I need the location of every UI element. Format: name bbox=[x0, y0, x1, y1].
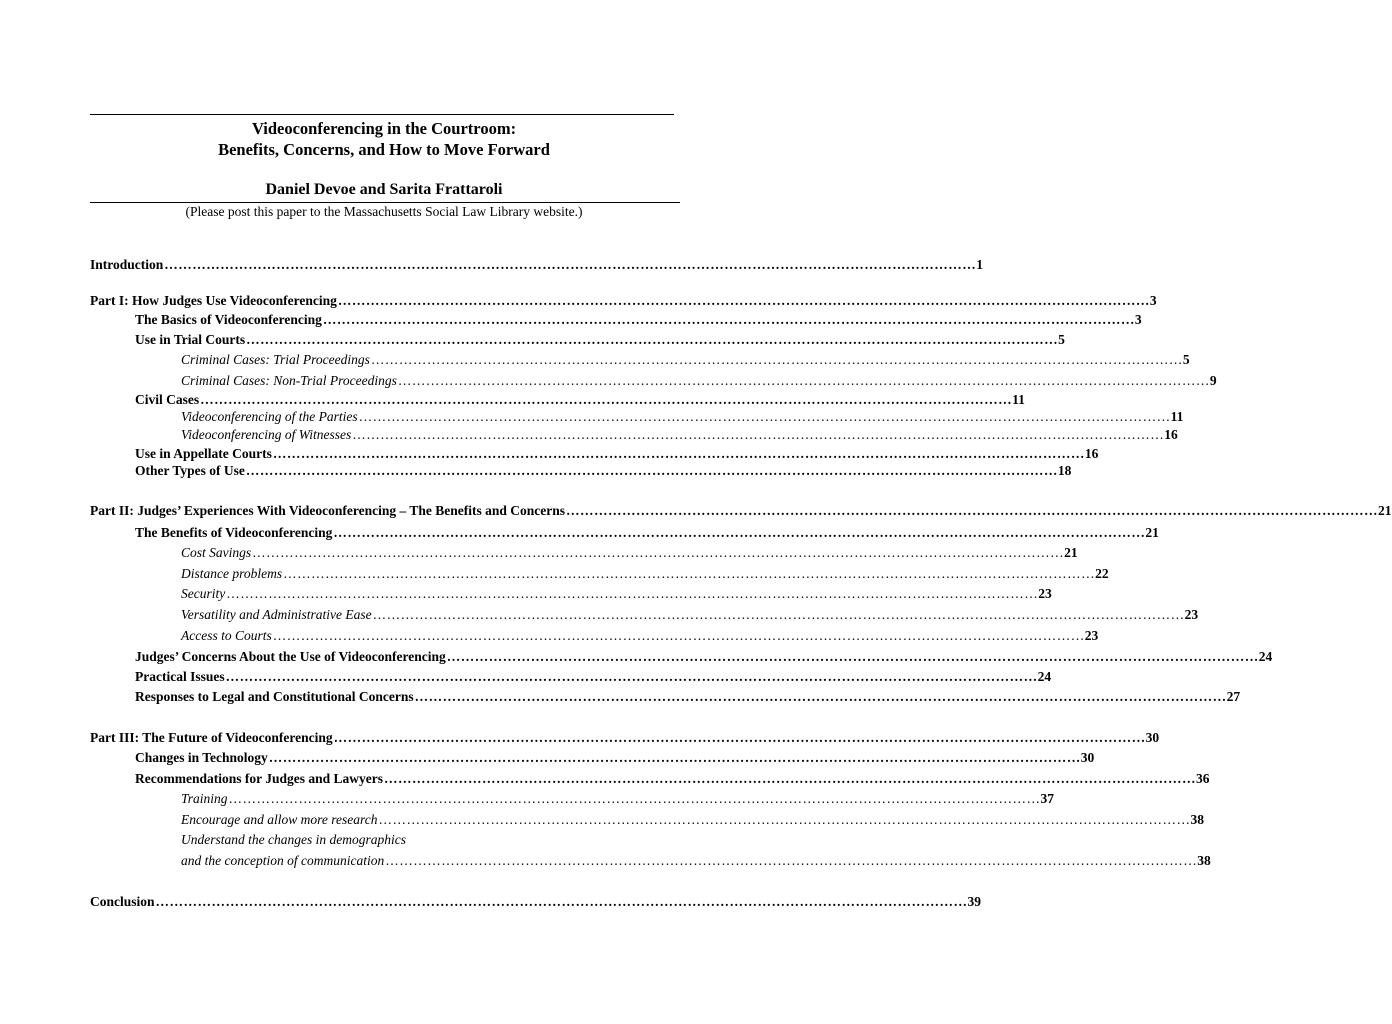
toc-page-number: 38 bbox=[1197, 853, 1211, 868]
toc-dot-leader: ………………………………………………………………………………………………………………………………………………………… bbox=[272, 446, 1085, 461]
toc-page-number: 11 bbox=[1012, 392, 1025, 407]
toc-entry bbox=[135, 648, 1273, 666]
toc-dot-leader: ………………………………………………………………………………………………………………………………………………………… bbox=[322, 312, 1135, 327]
toc-dot-leader: ………………………………………………………………………………………………………………………………………………………… bbox=[225, 669, 1038, 684]
toc-entry-label: Distance problems bbox=[181, 566, 283, 581]
toc-dot-leader: ………………………………………………………………………………………………………………………………………………………… bbox=[155, 894, 968, 909]
toc-page-number: 23 bbox=[1084, 628, 1099, 643]
toc-dot-leader: ………………………………………………………………………………………………………………………………………………………… bbox=[397, 373, 1210, 388]
toc-entry bbox=[135, 445, 1099, 463]
toc-page-number: 30 bbox=[1145, 730, 1160, 745]
toc-entry bbox=[135, 391, 1025, 409]
toc-entry bbox=[135, 749, 1095, 767]
toc-entry-label: The Basics of Videoconferencing bbox=[135, 312, 322, 327]
toc-entry bbox=[135, 311, 1142, 329]
toc-entry bbox=[181, 426, 1178, 444]
toc-entry bbox=[90, 256, 984, 274]
toc-dot-leader: ………………………………………………………………………………………………………………………………………………………… bbox=[200, 392, 1013, 407]
toc-entry bbox=[135, 770, 1210, 788]
toc-entry bbox=[181, 811, 1204, 829]
toc-entry-label: Part III: The Future of Videoconferencing bbox=[90, 730, 333, 745]
toc-entry-label: Encourage and allow more research bbox=[181, 812, 378, 827]
toc-dot-leader: ………………………………………………………………………………………………………………………………………………………… bbox=[337, 293, 1150, 308]
toc-dot-leader: ………………………………………………………………………………………………………………………………………………………… bbox=[372, 607, 1185, 622]
toc-dot-leader: ………………………………………………………………………………………………………………………………………………………… bbox=[283, 566, 1096, 581]
toc-page-number: 9 bbox=[1209, 373, 1217, 388]
toc-entry-label: Versatility and Administrative Ease bbox=[181, 607, 372, 622]
toc-entry-label: Judges’ Concerns About the Use of Videoconferencing bbox=[135, 649, 446, 664]
toc-entry-label: Other Types of Use bbox=[135, 463, 245, 478]
toc-page-number: 36 bbox=[1196, 771, 1210, 786]
toc-dot-leader: ………………………………………………………………………………………………………………………………………………………… bbox=[352, 427, 1165, 442]
toc-dot-leader: ………………………………………………………………………………………………………………………………………………………… bbox=[333, 730, 1146, 745]
toc-entry-label: Responses to Legal and Constitutional Concerns bbox=[135, 689, 414, 704]
toc-dot-leader: ………………………………………………………………………………………………………………………………………………………… bbox=[245, 463, 1058, 478]
toc-page-number: 23 bbox=[1184, 607, 1199, 622]
toc-entry bbox=[181, 351, 1190, 369]
toc-dot-leader: ………………………………………………………………………………………………………………………………………………………… bbox=[378, 812, 1191, 827]
toc-entry bbox=[90, 292, 1157, 310]
toc-entry-label: Videoconferencing of the Parties bbox=[181, 409, 358, 424]
toc-dot-leader: ………………………………………………………………………………………………………………………………………………………… bbox=[333, 525, 1146, 540]
posting-note: (Please post this paper to the Massachusetts Social Law Library website.) bbox=[185, 204, 583, 219]
toc-entry bbox=[181, 852, 1211, 870]
toc-dot-leader: ………………………………………………………………………………………………………………………………………………………… bbox=[358, 409, 1171, 424]
toc-page-number: 23 bbox=[1038, 586, 1052, 601]
toc-entry bbox=[135, 462, 1072, 480]
toc-entry-label: Civil Cases bbox=[135, 392, 200, 407]
toc-entry-label: Conclusion bbox=[90, 894, 155, 909]
toc-entry-label: Videoconferencing of Witnesses bbox=[181, 427, 352, 442]
toc-entry bbox=[181, 790, 1055, 808]
toc-dot-leader: ………………………………………………………………………………………………………………………………………………………… bbox=[268, 750, 1081, 765]
toc-dot-leader: ………………………………………………………………………………………………………………………………………………………… bbox=[384, 771, 1197, 786]
toc-dot-leader: ………………………………………………………………………………………………………………………………………………………… bbox=[446, 649, 1259, 664]
toc-page-number: 1 bbox=[976, 257, 984, 272]
toc-entry bbox=[181, 585, 1052, 603]
toc-entry bbox=[181, 565, 1109, 583]
toc-entry-label: Cost Savings bbox=[181, 545, 252, 560]
toc-entry-label: Use in Trial Courts bbox=[135, 332, 246, 347]
toc-dot-leader: ………………………………………………………………………………………………………………………………………………………… bbox=[414, 689, 1227, 704]
toc-entry-label: Understand the changes in demographics bbox=[181, 832, 406, 847]
toc-page-number: 3 bbox=[1134, 312, 1142, 327]
toc-entry-label: Part II: Judges’ Experiences With Videoconferencing – The Benefits and Concerns bbox=[90, 503, 565, 518]
toc-page-number: 18 bbox=[1057, 463, 1072, 478]
toc-dot-leader: ………………………………………………………………………………………………………………………………………………………… bbox=[246, 332, 1059, 347]
toc-entry-label: Part I: How Judges Use Videoconferencing bbox=[90, 293, 337, 308]
toc-entry bbox=[135, 688, 1241, 706]
toc-page-number: 24 bbox=[1037, 669, 1052, 684]
toc-entry bbox=[135, 331, 1065, 349]
toc-entry-label: Introduction bbox=[90, 257, 164, 272]
toc-entry-label: Criminal Cases: Non-Trial Proceedings bbox=[181, 373, 397, 388]
toc-page-number: 21 bbox=[1378, 503, 1392, 518]
authors: Daniel Devoe and Sarita Frattaroli bbox=[265, 181, 503, 198]
toc-dot-leader: ………………………………………………………………………………………………………………………………………………………… bbox=[385, 853, 1198, 868]
toc-dot-leader: ………………………………………………………………………………………………………………………………………………………… bbox=[252, 545, 1065, 560]
toc-entry-label: Access to Courts bbox=[181, 628, 272, 643]
toc-dot-leader: ………………………………………………………………………………………………………………………………………………………… bbox=[228, 791, 1041, 806]
toc-page-number: 21 bbox=[1145, 525, 1159, 540]
toc-page-number: 21 bbox=[1064, 545, 1078, 560]
toc-entry bbox=[181, 408, 1184, 426]
toc-entry-label: Criminal Cases: Trial Proceedings bbox=[181, 352, 370, 367]
toc-entry bbox=[181, 544, 1078, 562]
toc-entry bbox=[181, 627, 1099, 645]
toc-entry-label: Recommendations for Judges and Lawyers bbox=[135, 771, 384, 786]
toc-page-number: 38 bbox=[1190, 812, 1204, 827]
toc-entry-label: Training bbox=[181, 791, 228, 806]
toc-page-number: 39 bbox=[967, 894, 982, 909]
toc-entry bbox=[135, 524, 1159, 542]
toc-entry-label: Changes in Technology bbox=[135, 750, 268, 765]
toc-entry-label: and the conception of communication bbox=[181, 853, 385, 868]
toc-entry bbox=[90, 502, 1392, 520]
toc-dot-leader: ………………………………………………………………………………………………………………………………………………………… bbox=[226, 586, 1039, 601]
toc-entry bbox=[90, 729, 1160, 747]
document-title-line-2: Benefits, Concerns, and How to Move Forward bbox=[218, 140, 550, 159]
toc-entry-label: Practical Issues bbox=[135, 669, 225, 684]
toc-entry-label: The Benefits of Videoconferencing bbox=[135, 525, 333, 540]
toc-entry bbox=[90, 893, 982, 911]
toc-entry bbox=[181, 606, 1199, 624]
toc-page-number: 5 bbox=[1058, 332, 1065, 347]
toc-page-number: 30 bbox=[1080, 750, 1095, 765]
toc-page-number: 16 bbox=[1084, 446, 1099, 461]
toc-page-number: 24 bbox=[1258, 649, 1273, 664]
toc-entry-label: Security bbox=[181, 586, 226, 601]
toc-page-number: 3 bbox=[1149, 293, 1157, 308]
toc-page-number: 37 bbox=[1040, 791, 1055, 806]
toc-page-number: 16 bbox=[1164, 427, 1178, 442]
toc-page-number: 11 bbox=[1170, 409, 1184, 424]
toc-entry bbox=[181, 372, 1217, 390]
toc-page-number: 5 bbox=[1182, 352, 1190, 367]
toc-dot-leader: ………………………………………………………………………………………………………………………………………………………… bbox=[272, 628, 1085, 643]
toc-entry-label: Use in Appellate Courts bbox=[135, 446, 272, 461]
toc-page-number: 27 bbox=[1226, 689, 1241, 704]
toc-entry bbox=[135, 668, 1052, 686]
document-title-line-1: Videoconferencing in the Courtroom: bbox=[251, 119, 517, 138]
toc-dot-leader: ………………………………………………………………………………………………………………………………………………………… bbox=[370, 352, 1183, 367]
toc-dot-leader: ………………………………………………………………………………………………………………………………………………………… bbox=[164, 257, 977, 272]
toc-dot-leader: ………………………………………………………………………………………………………………………………………………………… bbox=[566, 503, 1378, 518]
toc-page-number: 22 bbox=[1095, 566, 1109, 581]
